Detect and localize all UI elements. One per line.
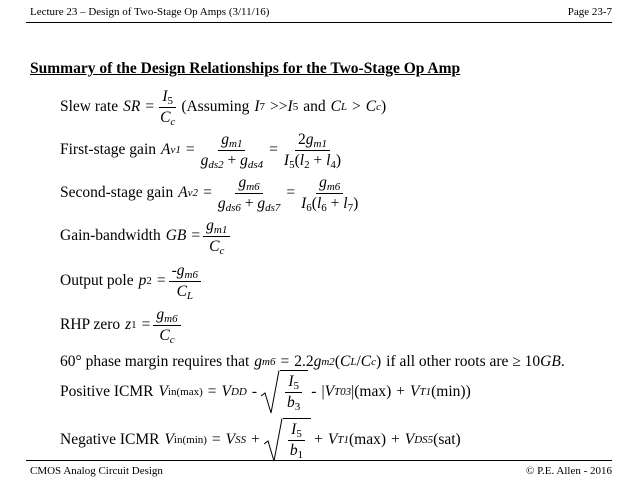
cc-symbol: C — [160, 108, 171, 126]
subscript: 7 — [347, 201, 354, 214]
much-greater-sign: >> — [270, 98, 288, 116]
negative-icmr-label: Negative ICMR — [60, 431, 160, 448]
open-paren: ( — [311, 194, 317, 212]
footer-rule — [26, 460, 612, 461]
g-symbol: g — [240, 151, 248, 169]
equals-sign: = — [269, 141, 278, 159]
subscript: 6 — [321, 201, 327, 214]
lambda-symbol: l — [343, 194, 348, 212]
phase-margin-statement — [60, 353, 565, 371]
square-root — [260, 370, 308, 414]
subscript: L — [186, 289, 194, 302]
plus-sign: + — [330, 194, 340, 212]
subscript: 5 — [167, 95, 174, 107]
subscript: m6 — [262, 356, 276, 368]
g-symbol: g — [221, 131, 230, 148]
second-stage-fraction-2 — [298, 174, 361, 213]
i5-symbol: I — [162, 88, 168, 105]
subscript: m6 — [164, 313, 178, 325]
i-symbol: I — [283, 151, 290, 169]
subscript: DS5 — [414, 434, 434, 446]
page-number: Page 23-7 — [567, 6, 612, 18]
plus-sign: + — [227, 151, 237, 169]
subscript: T1 — [419, 386, 432, 398]
i5-symbol: I — [287, 98, 293, 116]
max-text: (max) — [348, 431, 386, 448]
footer-course: CMOS Analog Circuit Design — [30, 465, 163, 477]
av1-symbol: A — [161, 141, 171, 159]
lambda-symbol: l — [299, 151, 305, 169]
slash: / — [356, 353, 361, 370]
i-symbol: I — [301, 194, 307, 212]
lecture-header: Lecture 23 – Design of Two-Stage Op Amps (3/11/16) — [30, 6, 270, 18]
output-pole-label: Output pole — [60, 272, 134, 290]
subscript: ds4 — [247, 158, 264, 171]
vt03-symbol: V — [324, 383, 335, 400]
subscript: m1 — [213, 224, 228, 236]
assumption-text: (Assuming — [181, 98, 250, 116]
cl-symbol: C — [339, 353, 351, 370]
gain-bandwidth-fraction — [203, 217, 230, 256]
gb-symbol: GB — [540, 353, 561, 370]
subscript: DD — [230, 386, 247, 398]
g-symbol: g — [156, 306, 165, 323]
cc-symbol: C — [360, 353, 372, 370]
rhp-zero-fraction — [153, 306, 180, 345]
subscript: L — [340, 101, 348, 114]
radical-sign-icon — [263, 418, 283, 462]
minus-sign: - — [311, 383, 317, 400]
i7-symbol: I — [254, 98, 260, 116]
coefficient: 2 — [298, 131, 306, 148]
phase-margin-condition: if all other roots are ≥ 10 — [386, 353, 541, 370]
subscript: c — [219, 244, 225, 257]
subscript: m1 — [313, 138, 327, 150]
minus-sign: - — [171, 262, 177, 279]
square-root — [263, 418, 311, 462]
subscript: m6 — [246, 181, 260, 193]
subscript: 4 — [330, 158, 336, 171]
b3-symbol: b — [287, 394, 295, 411]
subscript: ds6 — [225, 201, 241, 214]
second-stage-label: Second-stage gain — [60, 184, 174, 202]
open-paren: ( — [294, 151, 300, 169]
b1-symbol: b — [289, 442, 298, 459]
and-text: and — [303, 98, 326, 116]
subscript: m1 — [229, 138, 243, 150]
equals-sign: = — [280, 353, 290, 370]
output-pole-fraction — [169, 262, 201, 301]
radicand-fraction — [287, 421, 306, 460]
g-symbol: g — [254, 353, 263, 370]
equals-sign: = — [211, 431, 221, 448]
g-symbol: g — [217, 194, 226, 212]
rhp-zero-equation: RHP zero z 1 = $\frac{g_{m6}}{C_c}$ — [60, 306, 184, 345]
subscript: L — [350, 356, 357, 368]
minus-sign: - — [251, 383, 258, 400]
subscript: v1 — [170, 144, 181, 157]
sat-text: (sat) — [433, 431, 461, 448]
subscript: 2 — [304, 158, 310, 171]
subscript: T03 — [334, 386, 352, 398]
greater-sign: > — [352, 98, 361, 116]
negative-icmr-equation: Negative ICMR V in(min) = V SS + $\frac{I_5}{b_1}$ + V T1 (max) + V DS5 (sat) — [60, 418, 461, 462]
g-symbol: g — [305, 131, 314, 148]
coefficient: 2.2 — [294, 353, 314, 370]
subscript: m6 — [184, 269, 198, 281]
page-title: Summary of the Design Relationships for the Two-Stage Op Amp — [30, 60, 461, 77]
subscript: m6 — [326, 181, 341, 193]
second-stage-gain-equation — [60, 174, 364, 213]
v-symbol: V — [164, 431, 174, 448]
phase-margin-text: 60° phase margin requires that — [60, 353, 250, 370]
close-paren: ) — [335, 151, 342, 169]
first-stage-fraction-1 — [198, 131, 267, 170]
subscript: c — [169, 333, 175, 346]
subscript: c — [170, 115, 176, 128]
equals-sign: = — [191, 227, 201, 245]
output-pole-equation: Output pole p 2 = $\frac{-g_{m6}}{C_L}$ — [60, 262, 204, 301]
cl-symbol: C — [330, 98, 341, 116]
g-symbol: g — [257, 194, 266, 212]
equals-sign: = — [141, 316, 151, 334]
first-stage-gain-equation — [60, 131, 347, 170]
subscript: ds2 — [208, 158, 224, 171]
vt1-symbol: V — [410, 383, 420, 400]
c-symbol: C — [176, 282, 187, 300]
g-symbol: g — [176, 262, 185, 279]
vss-symbol: V — [225, 431, 236, 448]
subscript: 6 — [306, 201, 312, 214]
gb-symbol: GB — [165, 227, 187, 245]
subscript: m2 — [321, 356, 335, 368]
close-paren: ) — [465, 383, 471, 400]
g-symbol: g — [238, 174, 247, 191]
p2-symbol: p — [138, 272, 147, 290]
g-symbol: g — [319, 174, 327, 191]
rhp-zero-label: RHP zero — [60, 316, 121, 334]
cc-symbol: C — [365, 98, 377, 116]
c-symbol: C — [159, 326, 170, 344]
subscript: SS — [235, 434, 247, 446]
subscript: 1 — [297, 449, 304, 461]
max-text: (max) — [354, 383, 392, 400]
close-paren: ) — [353, 194, 359, 212]
slew-rate-fraction — [157, 88, 178, 127]
g-symbol: g — [206, 217, 214, 234]
open-paren: ( — [334, 353, 340, 370]
g-symbol: g — [313, 353, 322, 370]
first-stage-label: First-stage gain — [60, 141, 156, 159]
plus-sign: + — [314, 431, 323, 448]
equals-sign: = — [185, 141, 195, 159]
z1-symbol: z — [125, 316, 132, 334]
subscript: c — [371, 356, 376, 368]
v-symbol: V — [158, 383, 168, 400]
plus-sign: + — [313, 151, 323, 169]
abs-bar: | — [351, 383, 355, 400]
lambda-symbol: l — [316, 194, 322, 212]
radical-sign-icon — [260, 370, 280, 414]
g-symbol: g — [200, 151, 209, 169]
subscript: v2 — [187, 187, 199, 200]
positive-icmr-equation: Positive ICMR V in(max) = V DD - $\frac{I_5}{b_3}$ - | V T03 | (max) + V T1 (min) ) — [60, 370, 471, 414]
first-stage-fraction-2 — [281, 131, 344, 170]
vt1-symbol: V — [327, 431, 338, 448]
i5-symbol: I — [288, 373, 294, 391]
plus-sign: + — [244, 194, 254, 212]
abs-bar: | — [321, 383, 325, 400]
positive-icmr-label: Positive ICMR — [60, 383, 154, 400]
min-text: (min) — [431, 383, 466, 400]
header-rule — [26, 22, 612, 23]
period: . — [560, 353, 565, 370]
plus-sign: + — [396, 383, 406, 400]
footer-copyright: © P.E. Allen - 2016 — [526, 465, 612, 477]
equals-sign: = — [156, 272, 166, 290]
second-stage-fraction-1 — [215, 174, 284, 213]
subscript: 3 — [294, 401, 301, 413]
subscript: 5 — [296, 428, 302, 441]
av2-symbol: A — [178, 184, 188, 202]
c-symbol: C — [209, 237, 220, 255]
radicand-fraction — [284, 373, 303, 412]
subscript: 5 — [293, 380, 299, 393]
vdd-symbol: V — [221, 383, 231, 400]
equals-sign: = — [145, 98, 155, 116]
lambda-symbol: l — [326, 151, 331, 169]
plus-sign: + — [391, 431, 400, 448]
slew-rate-equation: Slew rate SR = $\frac{I_5}{C_c}$ (Assuming I 7 >> I 5 and C L > C c ) — [60, 88, 387, 128]
i5-symbol: I — [291, 421, 297, 439]
gain-bandwidth-label: Gain-bandwidth — [60, 227, 161, 245]
subscript: 5 — [289, 158, 295, 171]
equals-sign: = — [203, 184, 212, 202]
subscript: ds7 — [265, 201, 281, 214]
slew-rate-label: Slew rate — [60, 98, 119, 116]
close-paren: ) — [381, 98, 387, 116]
close-paren: ) — [376, 353, 382, 370]
vds5-symbol: V — [404, 431, 415, 448]
sr-symbol: SR — [123, 98, 141, 116]
subscript: c — [376, 101, 382, 114]
subscript: T1 — [337, 434, 349, 446]
plus-sign: + — [251, 431, 260, 448]
equals-sign: = — [286, 184, 296, 202]
equals-sign: = — [207, 383, 217, 400]
gain-bandwidth-equation — [60, 217, 233, 256]
